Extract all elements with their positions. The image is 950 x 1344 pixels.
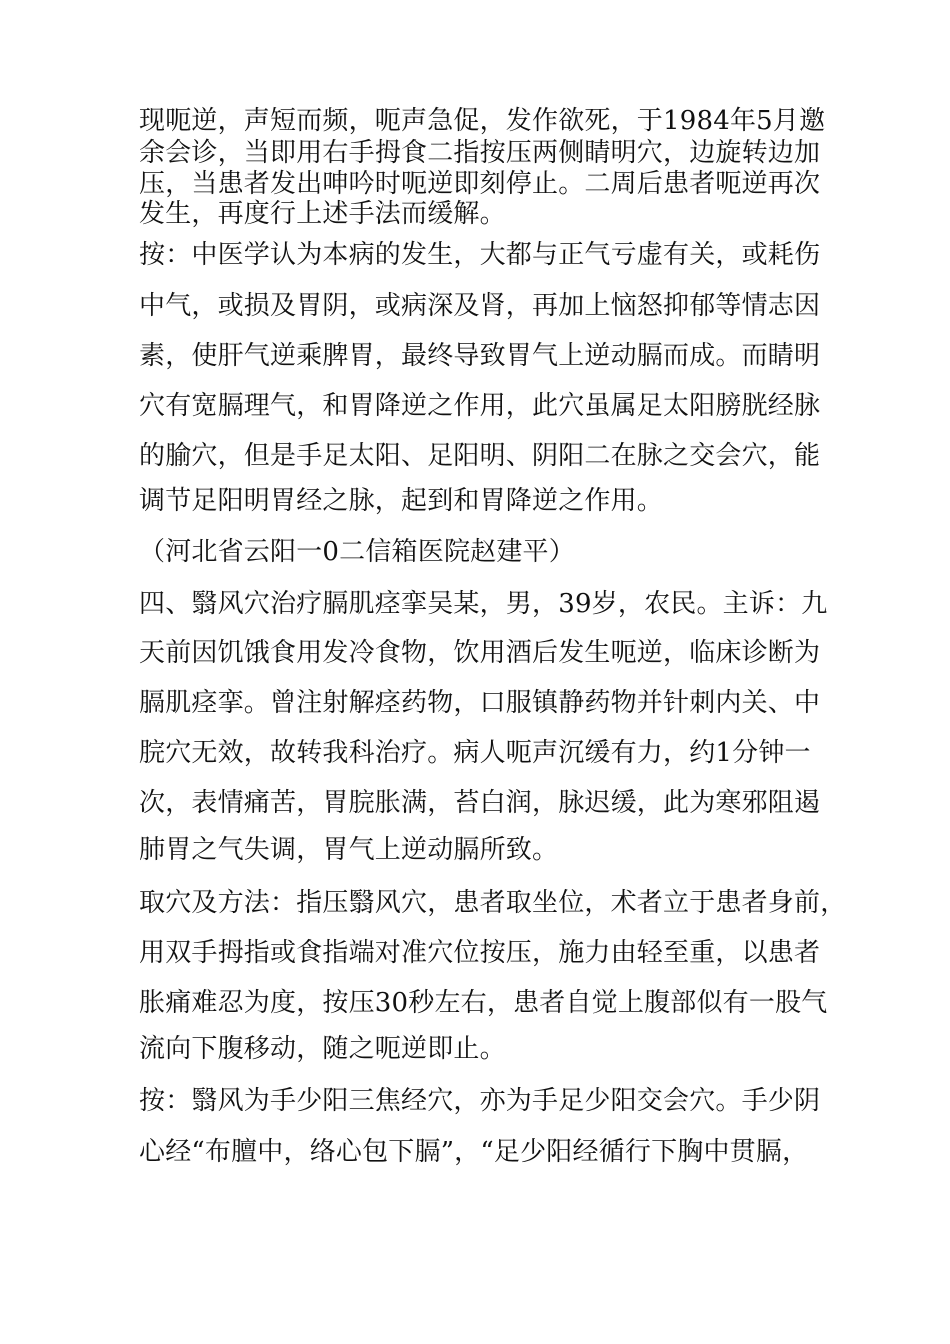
text-line: （河北省云阳一0二信箱医院赵建平） <box>139 537 575 567</box>
text-line: 中气，或损及胃阴，或病深及肾，再加上恼怒抑郁等情志因 <box>139 291 821 321</box>
text-line: 的腧穴，但是手足太阳、足阳明、阴阳二在脉之交会穴，能 <box>139 441 821 471</box>
text-line: 心经“布膻中，络心包下膈”，“足少阳经循行下胸中贯膈， <box>139 1137 809 1167</box>
text-line: 取穴及方法：指压翳风穴，患者取坐位，术者立于患者身前， <box>139 888 847 918</box>
text-line: 现呃逆，声短而频，呃声急促，发作欲死，于1984年5月邀 <box>139 106 826 136</box>
text-line: 调节足阳明胃经之脉，起到和胃降逆之作用。 <box>139 486 664 516</box>
text-line: 四、翳风穴治疗膈肌痉挛吴某，男，39岁，农民。主诉：九 <box>139 589 828 619</box>
text-line: 胀痛难忍为度，按压30秒左右，患者自觉上腹部似有一股气 <box>139 988 828 1018</box>
text-line: 流向下腹移动，随之呃逆即止。 <box>139 1034 506 1064</box>
text-line: 素，使肝气逆乘脾胃，最终导致胃气上逆动膈而成。而睛明 <box>139 341 821 371</box>
text-line: 脘穴无效，故转我科治疗。病人呃声沉缓有力，约1分钟一 <box>139 738 811 768</box>
text-line: 用双手拇指或食指端对准穴位按压，施力由轻至重，以患者 <box>139 938 821 968</box>
text-line: 天前因饥饿食用发冷食物，饮用酒后发生呃逆，临床诊断为 <box>139 638 821 668</box>
text-line: 压，当患者发出呻吟时呃逆即刻停止。二周后患者呃逆再次 <box>139 169 821 199</box>
text-line: 按：翳风为手少阳三焦经穴，亦为手足少阳交会穴。手少阴 <box>139 1086 821 1116</box>
text-line: 发生，再度行上述手法而缓解。 <box>139 199 506 229</box>
text-line: 余会诊，当即用右手拇食二指按压两侧睛明穴，边旋转边加 <box>139 138 821 168</box>
text-line: 按：中医学认为本病的发生，大都与正气亏虚有关，或耗伤 <box>139 240 821 270</box>
text-line: 穴有宽膈理气，和胃降逆之作用，此穴虽属足太阳膀胱经脉 <box>139 391 821 421</box>
text-line: 肺胃之气失调，胃气上逆动膈所致。 <box>139 835 559 865</box>
text-line: 膈肌痉挛。曾注射解痉药物，口服镇静药物并针刺内关、中 <box>139 688 821 718</box>
text-line: 次，表情痛苦，胃脘胀满，苔白润，脉迟缓，此为寒邪阻遏 <box>139 788 821 818</box>
